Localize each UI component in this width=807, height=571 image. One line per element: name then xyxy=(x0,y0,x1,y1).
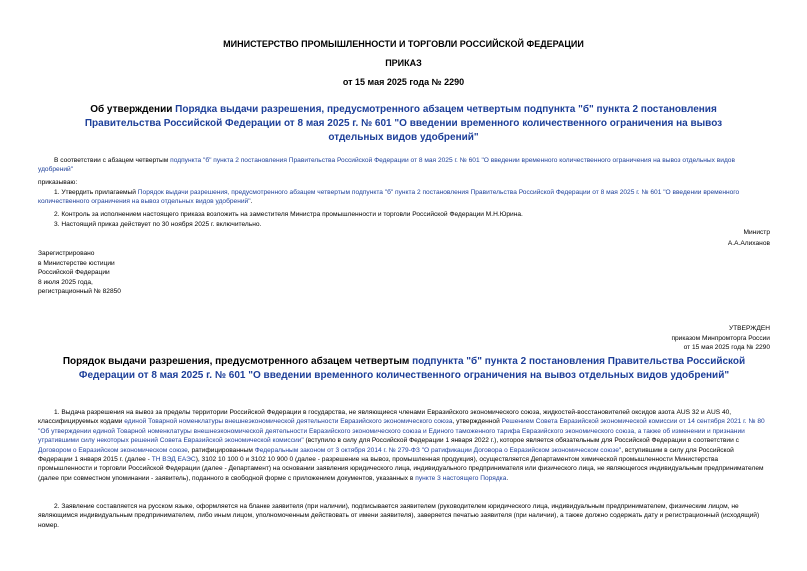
registration-line-4: 8 июля 2025 года, xyxy=(38,278,93,286)
registration-line-2: в Министерстве юстиции xyxy=(38,259,115,267)
registration-line-1: Зарегистрировано xyxy=(38,250,95,257)
item-2: 2. Контроль за исполнением настоящего приказа возложить на заместителя Министра промышленности и торговли Российской Федерации М.Н.Юрина. xyxy=(54,211,523,218)
p1-text-c: (вступило в силу для Российской Федерации 1 января 2022 г.), которое является обязательным для Российской Федерации в соответствии с xyxy=(303,437,739,445)
order-title xyxy=(38,355,770,383)
p1-text-d: , ратифицированным xyxy=(187,446,255,454)
p1-link-treaty[interactable]: Договором о Евразийском экономическом союзе xyxy=(38,446,188,454)
p1-link-federal-law[interactable]: Федеральным законом от 3 октября 2014 г. № 279-ФЗ "О ратификации Договора о Евразийском экономическом союзе" xyxy=(254,446,622,454)
document-title xyxy=(62,103,745,145)
registration-line-5: регистрационный № 82850 xyxy=(38,288,121,296)
order-title-link[interactable]: подпункта "б" пункта 2 постановления Правительства Российской Федерации от 8 мая 2025 г. № 601 "О введении временного количественного ограничения на вывоз отдельных видов удобрений" xyxy=(78,356,746,381)
p1-text-f: ), 3102 10 100 0 и 3102 10 900 0 (далее - разрешение на вывоз, промышленная продукция), осуществляется Департаментом химической промышленности Министерства промышленности и торговли Российской Федерации (далее - Департамент) на основании заявления юридического лица, индивидуального предпринимателя или физического лица, не являющегося индивидуальным предпринимателем (далее при совместном упоминании - заявитель), поданного в свободной форме с приложением документов, указанных в xyxy=(38,456,764,482)
approved-line-2: приказом Минпромторга России xyxy=(671,334,770,342)
approved-block xyxy=(671,324,770,353)
item-3: 3. Настоящий приказ действует по 30 ноября 2025 г. включительно. xyxy=(54,221,262,228)
signature-name: А.А.Алиханов xyxy=(727,240,770,247)
registration-line-3: Российской Федерации xyxy=(38,269,110,277)
p1-text-a: 1. Выдача разрешения на вывоз за пределы территории Российской Федерации в государства, не являющиеся членами Евразийского экономического союза, жидкостей-восстановителей оксидов азота AUS 32 и AUS 40, классифицируемых кодами xyxy=(38,409,732,426)
item-1-link[interactable]: Порядок выдачи разрешения, предусмотренного абзацем четвертым подпункта "б" пункта 2 постановления Правительства Российской Федерации от 8 мая 2025 г. № 601 "О введении временного количественного ограничения на вывоз отдельных видов удобрений" xyxy=(38,189,740,206)
doc-type-heading: ПРИКАЗ xyxy=(385,58,422,68)
item-1 xyxy=(38,188,770,207)
item-1-end: . xyxy=(250,198,253,206)
order-word: приказываю: xyxy=(38,179,78,186)
approved-line-3: от 15 мая 2025 года № 2290 xyxy=(683,344,770,352)
registration-block xyxy=(38,249,121,297)
item-1-text: 1. Утвердить прилагаемый xyxy=(54,189,138,196)
p1-link-tnved[interactable]: единой Товарной номенклатуры внешнеэкономической деятельности Евразийского экономического союза xyxy=(124,418,453,426)
order-paragraph-2: 2. Заявление составляется на русском языке, оформляется на бланке заявителя (при наличии), подписывается заявителем (руководителем юридического лица, индивидуальным предпринимателем, физическим лицом, не являющимся индивидуальным предпринимателем, либо иным лицом, уполномоченным действовать от имени заявителя), заверяется печатью заявителя (при наличии), а также должно содержать дату и регистрационный (исходящий) номер. xyxy=(38,503,760,529)
ministry-heading: МИНИСТЕРСТВО ПРОМЫШЛЕННОСТИ И ТОРГОВЛИ РОССИЙСКОЙ ФЕДЕРАЦИИ xyxy=(223,39,584,49)
signature-position: Министр xyxy=(743,229,770,236)
preamble-link[interactable]: подпункта "б" пункта 2 постановления Правительства Российской Федерации от 8 мая 2025 г. № 601 "О введении временного количественного ограничения на вывоз отдельных видов удобрений" xyxy=(38,157,735,174)
order-title-text: Порядок выдачи разрешения, предусмотренного абзацем четвертым xyxy=(62,356,413,367)
title-link[interactable]: Порядка выдачи разрешения, предусмотренного абзацем четвертым подпункта "б" пункта 2 постановления Правительства Российской Федерации от 8 мая 2025 г. № 601 "О введении временного количественного ограничения на вывоз отдельных видов удобрений" xyxy=(84,104,723,143)
p1-text-b: , утвержденной xyxy=(452,418,502,426)
p1-link-decision[interactable]: Решением Совета Евразийской экономической комиссии от 14 сентября 2021 г. № 80 "Об утверждении единой Товарной номенклатуры внешнеэкономической деятельности Евразийского экономического союза и Единого таможенного тарифа Евразийского экономического союза, а также об изменении и признании утратившими силу некоторых решений Совета Евразийской экономической комиссии" xyxy=(38,418,765,445)
p1-text-g: . xyxy=(506,474,509,482)
title-prefix: Об утверждении xyxy=(90,104,176,115)
p1-link-tnved-short[interactable]: ТН ВЭД ЕАЭС xyxy=(151,456,196,464)
p1-link-point-3[interactable]: пункте 3 настоящего Порядка xyxy=(415,474,507,482)
preamble-text: В соответствии с абзацем четвертым xyxy=(54,157,171,164)
order-paragraph-1 xyxy=(38,408,770,483)
approved-line-1: УТВЕРЖДЕН xyxy=(728,325,770,332)
doc-date-number: от 15 мая 2025 года № 2290 xyxy=(342,77,465,87)
p1-text-e: , вступившим в силу для Российской Федерации 1 января 2015 г. (далее - xyxy=(38,446,734,464)
preamble-paragraph xyxy=(38,156,770,175)
